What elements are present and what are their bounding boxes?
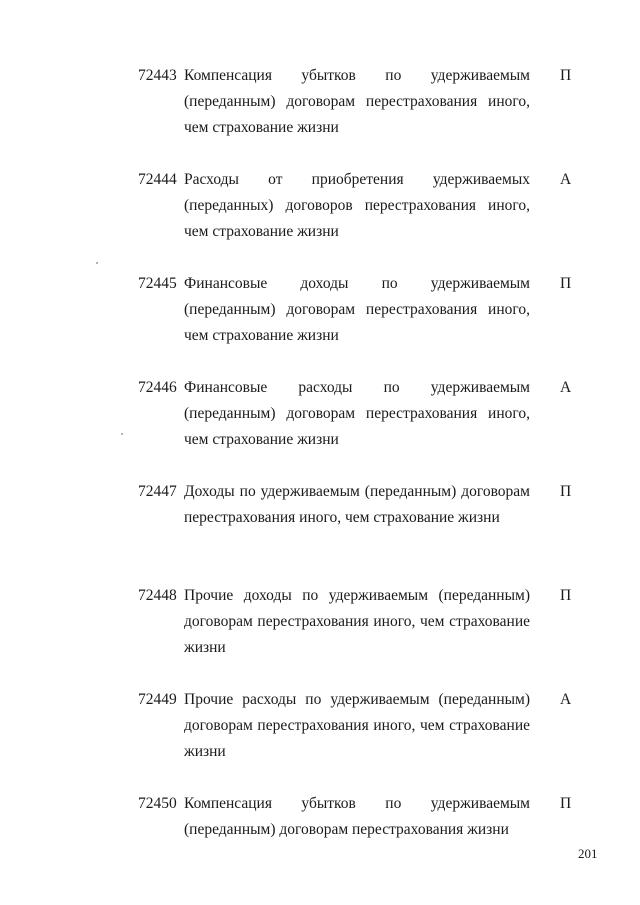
account-type-mark: П <box>560 795 572 812</box>
account-entry <box>138 63 578 167</box>
account-code: 72449 <box>138 691 177 708</box>
account-description: Прочие расходы по удерживаемым (переданным) договорам перестрахования иного, чем страхование жизни <box>184 691 530 760</box>
page-number: 201 <box>578 846 598 861</box>
account-type-mark: П <box>560 275 572 292</box>
account-code: 72445 <box>138 275 177 292</box>
account-description: Прочие доходы по удерживаемым (переданным) договорам перестрахования иного, чем страхование жизни <box>184 587 530 656</box>
account-entry <box>138 271 578 375</box>
account-description: Финансовые расходы по удерживаемым (переданным) договорам перестрахования иного, чем страхование жизни <box>184 379 530 448</box>
account-code: 72450 <box>138 795 177 812</box>
account-code: 72447 <box>138 483 177 500</box>
account-description: Компенсация убытков по удерживаемым (переданным) договорам перестрахования иного, чем страхование жизни <box>184 67 530 136</box>
scan-speck <box>96 262 98 264</box>
account-entry <box>138 687 578 791</box>
scan-speck <box>121 433 123 435</box>
account-entry <box>138 375 578 479</box>
account-code: 72448 <box>138 587 177 604</box>
account-description: Финансовые доходы по удерживаемым (переданным) договорам перестрахования иного, чем страхование жизни <box>184 275 530 344</box>
account-description: Доходы по удерживаемым (переданным) договорам перестрахования иного, чем страхование жизни <box>184 483 530 526</box>
account-entry <box>138 583 578 687</box>
account-code: 72443 <box>138 67 177 84</box>
account-description: Расходы от приобретения удерживаемых (переданных) договоров перестрахования иного, чем страхование жизни <box>184 171 530 240</box>
account-description: Компенсация убытков по удерживаемым (переданным) договорам перестрахования жизни <box>184 795 530 838</box>
account-entry <box>138 791 578 851</box>
account-type-mark: А <box>560 171 572 188</box>
account-code: 72446 <box>138 379 177 396</box>
account-entry <box>138 479 578 583</box>
account-type-mark: П <box>560 587 572 604</box>
account-type-mark: П <box>560 67 572 84</box>
account-entries-list <box>138 63 578 851</box>
account-type-mark: А <box>560 691 572 708</box>
account-entry <box>138 167 578 271</box>
account-type-mark: П <box>560 483 572 500</box>
account-code: 72444 <box>138 171 177 188</box>
account-type-mark: А <box>560 379 572 396</box>
